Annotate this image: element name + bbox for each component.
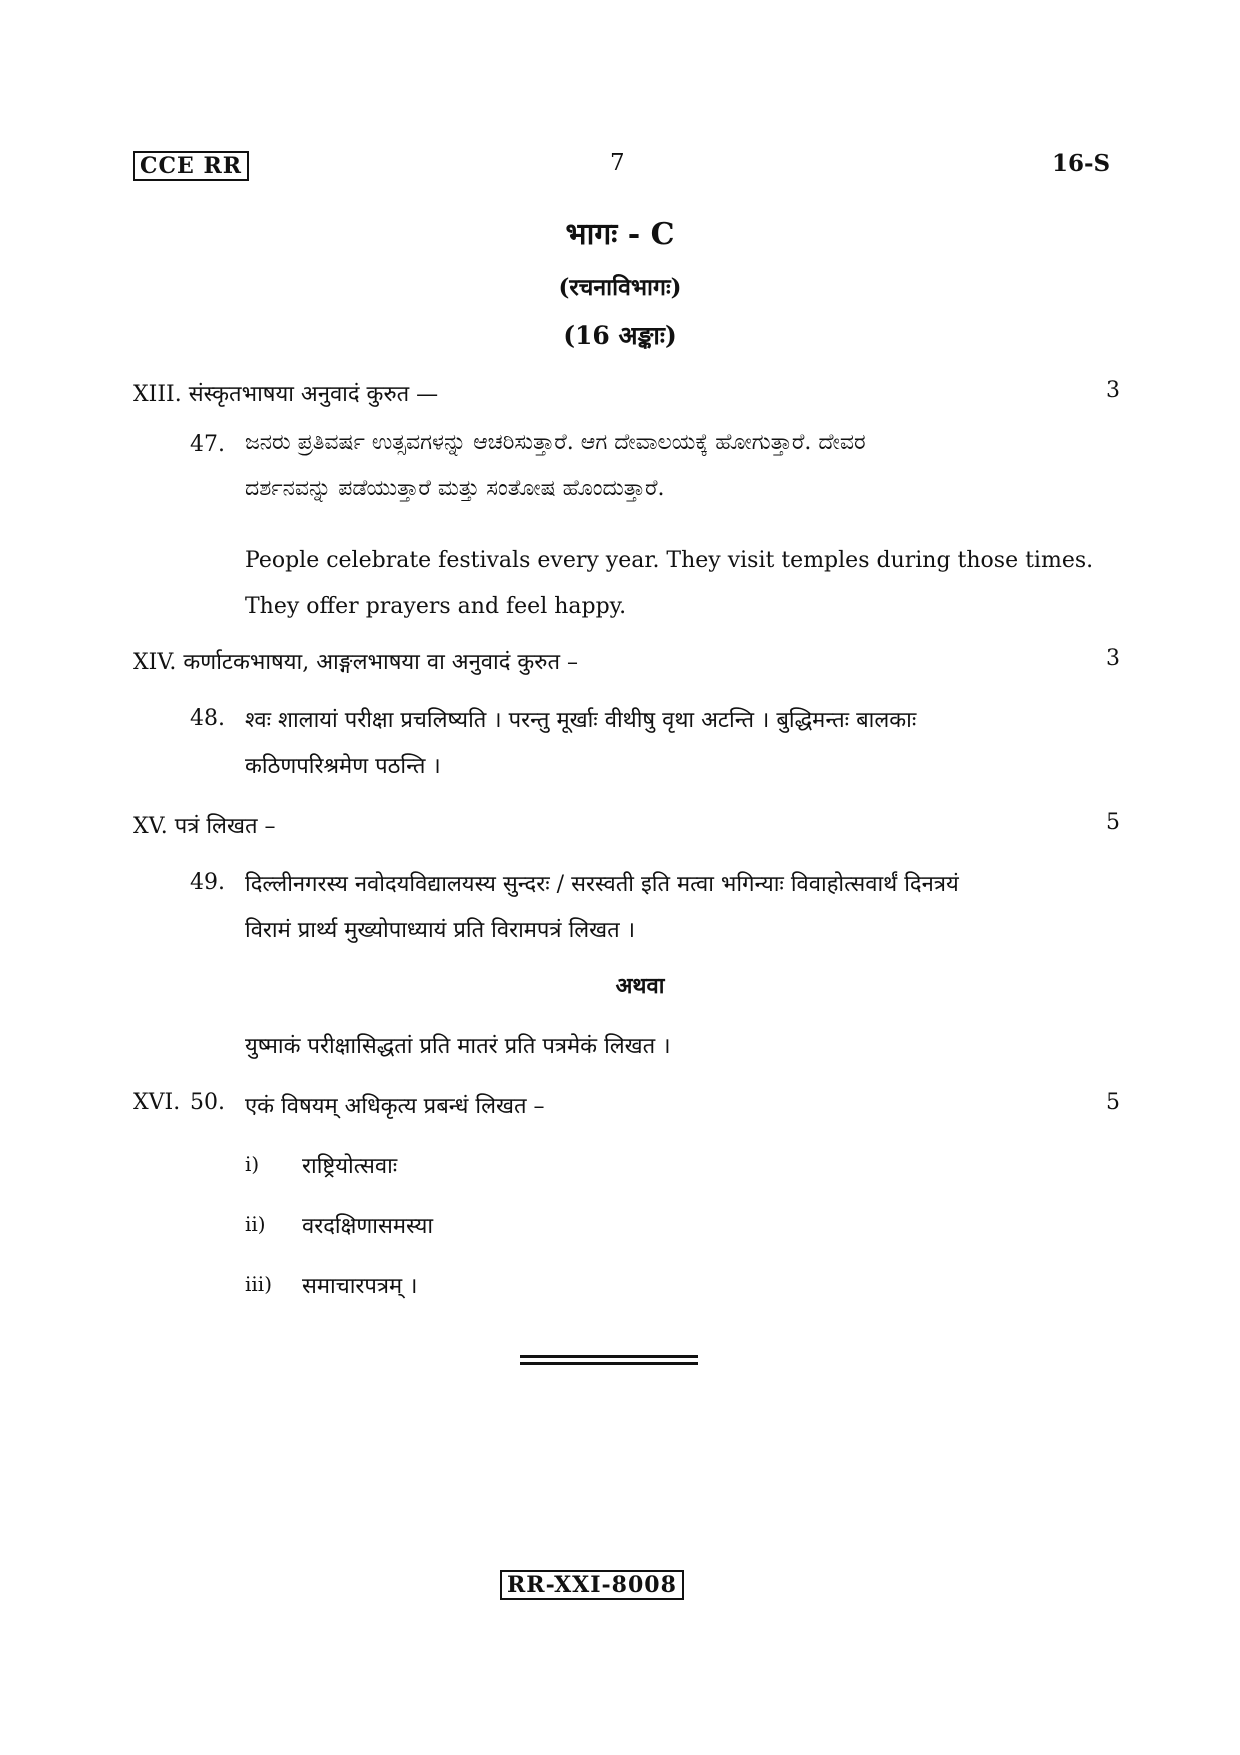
section-number: XV. [133, 814, 168, 839]
section-xv-heading [133, 810, 275, 840]
section-instruction: संस्कृतभाषया अनुवादं कुरुत — [188, 382, 439, 407]
option-number: i) [245, 1152, 260, 1176]
option-number: ii) [245, 1212, 266, 1236]
section-marks: 5 [1106, 1090, 1120, 1115]
exam-code-box: CCE RR [133, 151, 249, 181]
part-title: भागः - C [565, 217, 675, 252]
part-marks: (16 अङ्काः) [563, 321, 677, 350]
question-number: 50. [190, 1090, 225, 1115]
section-instruction: पत्रं लिखत – [174, 814, 276, 839]
option-text: राष्ट्रियोत्सवाः [302, 1154, 398, 1179]
section-marks: 3 [1106, 646, 1120, 671]
option-number: iii) [245, 1272, 272, 1296]
section-instruction: एकं विषयम् अधिकृत्य प्रबन्धं लिखत – [245, 1094, 545, 1119]
kannada-line-2: ದರ್ಶನವನ್ನು ಪಡೆಯುತ್ತಾರೆ ಮತ್ತು ಸಂತೋಷ ಹೊಂದುತ್ತಾರೆ. [245, 476, 665, 501]
part-subtitle: (रचनाविभागः) [558, 274, 682, 301]
section-marks: 3 [1106, 378, 1120, 403]
section-number: XIV. [133, 650, 177, 675]
english-line-2: They offer prayers and feel happy. [245, 594, 627, 619]
end-rule-bottom [520, 1362, 698, 1365]
question-line-1: दिल्लीनगरस्य नवोदयविद्यालयस्य सुन्दरः / सरस्वती इति मत्वा भगिन्याः विवाहोत्सवार्थं दिनत्रयं [245, 872, 959, 897]
section-xiii-heading [133, 378, 438, 408]
alternative-question: युष्माकं परीक्षासिद्धतां प्रति मातरं प्रति पत्रमेकं लिखत । [245, 1034, 671, 1059]
question-line-1: श्वः शालायां परीक्षा प्रचलिष्यति । परन्तु मूर्खाः वीथीषु वृथा अटन्ति । बुद्धिमन्तः बालकाः [245, 708, 917, 733]
section-number: XIII. [133, 382, 182, 407]
section-instruction: कर्णाटकभाषया, आङ्गलभाषया वा अनुवादं कुरुत – [183, 650, 578, 675]
page-number: 7 [610, 150, 625, 176]
footer-code-box: RR-XXI-8008 [500, 1570, 684, 1600]
or-label: अथवा [615, 973, 665, 999]
option-text: वरदक्षिणासमस्या [302, 1214, 434, 1239]
question-number: 47. [190, 432, 225, 457]
question-line-2: कठिणपरिश्रमेण पठन्ति । [245, 754, 441, 779]
kannada-line-1: ಜನರು ಪ್ರತಿವರ್ಷ ಉತ್ಸವಗಳನ್ನು ಆಚರಿಸುತ್ತಾರೆ. ಆಗ ದೇವಾಲಯಕ್ಕೆ ಹೋಗುತ್ತಾರೆ. ದೇವರ [245, 430, 866, 455]
english-line-1: People celebrate festivals every year. They visit temples during those times. [245, 548, 1094, 573]
question-number: 48. [190, 706, 225, 731]
option-text: समाचारपत्रम् । [302, 1274, 418, 1299]
question-line-2: विरामं प्रार्थ्य मुख्योपाध्यायं प्रति विरामपत्रं लिखत । [245, 918, 636, 943]
section-marks: 5 [1106, 810, 1120, 835]
question-number: 49. [190, 870, 225, 895]
section-xvi-number: XVI. [133, 1090, 181, 1115]
paper-code: 16-S [1052, 150, 1111, 177]
section-xiv-heading [133, 646, 578, 676]
end-rule-top [520, 1355, 698, 1358]
